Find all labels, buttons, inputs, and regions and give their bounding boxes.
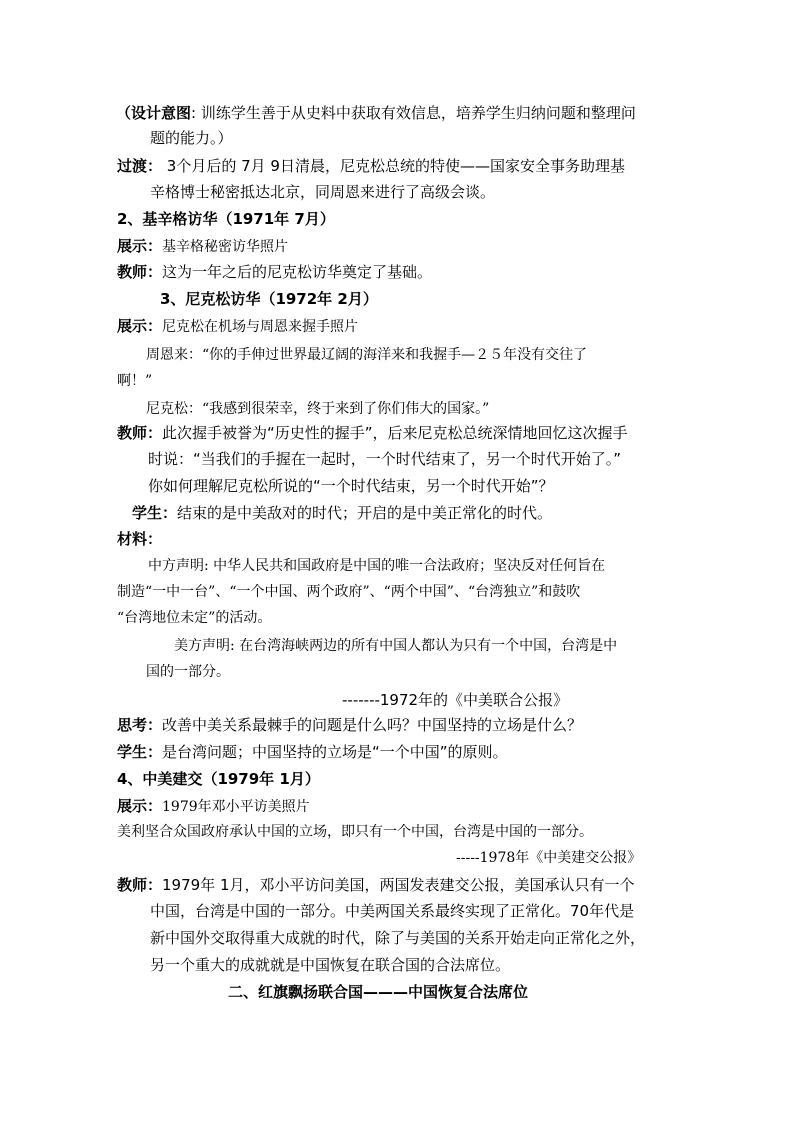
section-heading-un-seat: 二、红旗飘扬联合国———中国恢复合法席位 <box>228 983 529 1001</box>
teacher-kissinger <box>117 262 432 282</box>
show-label: 展示： <box>117 237 163 255</box>
teacher-deng-line3: 新中国外交取得重大成就的时代，除了与美国的关系开始走向正常化之外， <box>150 929 646 947</box>
material-label: 材料： <box>117 530 163 548</box>
design-intent-line1 <box>116 103 636 123</box>
teacher-deng-line4: 另一个重大的成就就是中国恢复在联合国的合法席位。 <box>150 956 511 974</box>
zhou-quote-line2: 啊！” <box>117 373 153 389</box>
establishment-source: -----1978年《中美建交公报》 <box>456 850 642 866</box>
teacher-label: 教师： <box>117 424 163 442</box>
show-kissinger-photo <box>117 236 288 257</box>
think-question <box>117 715 582 735</box>
china-statement-line3: “台湾地位未定”的活动。 <box>117 610 272 626</box>
transition-line2: 辛格博士秘密抵达北京，同周恩来进行了高级会谈。 <box>150 183 496 201</box>
teacher-handshake-line3: 你如何理解尼克松所说的“一个时代结束，另一个时代开始”？ <box>148 477 554 495</box>
teacher-text-1: 1979年 1月，邓小平访问美国，两国发表建交公报，美国承认只有一个 <box>162 876 635 894</box>
show-text: 基辛格秘密访华照片 <box>162 239 289 255</box>
us-statement-line1: 美方声明: 在台湾海峡两边的所有中国人都认为只有一个中国，台湾是中 <box>174 638 618 654</box>
teacher-text-1: 此次握手被誉为“历史性的握手”，后来尼克松总统深情地回忆这次握手 <box>162 424 628 442</box>
design-intent-line2: 题的能力。） <box>150 129 233 147</box>
student-label: 学生： <box>132 504 178 522</box>
student-answer-taiwan <box>117 742 508 762</box>
china-statement-line1: 中方声明: 中华人民共和国政府是中国的唯一合法政府；坚决反对任何旨在 <box>148 558 606 574</box>
transition-text-1: 3个月后的 7月 9日清晨，尼克松总统的特使——国家安全事务助理基 <box>162 157 625 175</box>
heading-diplomatic-relations: 4、中美建交（1979年 1月） <box>117 770 320 788</box>
us-recognition-quote: 美利坚合众国政府承认中国的立场，即只有一个中国，台湾是中国的一部分。 <box>117 824 593 840</box>
show-nixon-photo <box>117 316 358 337</box>
student-text: 结束的是中美敌对的时代；开启的是中美正常化的时代。 <box>177 504 553 522</box>
zhou-quote-line1: 周恩来：“你的手伸过世界最辽阔的海洋来和我握手—２５年没有交往了 <box>146 347 588 363</box>
show-label: 展示： <box>117 797 163 815</box>
student-text: 是台湾问题；中国坚持的立场是“一个中国”的原则。 <box>162 743 508 761</box>
think-label: 思考： <box>117 716 163 734</box>
show-deng-photo <box>117 796 310 817</box>
teacher-label: 教师： <box>117 263 163 281</box>
us-statement-line2: 国的一部分。 <box>146 664 230 680</box>
think-text: 改善中美关系最棘手的问题是什么吗？中国坚持的立场是什么？ <box>162 716 583 734</box>
china-statement-line2: 制造“一中一台”、“一个中国、两个政府”、“两个中国”、“台湾独立”和鼓吹 <box>117 584 581 600</box>
teacher-text: 这为一年之后的尼克松访华奠定了基础。 <box>162 263 433 281</box>
teacher-deng-line1 <box>117 875 635 895</box>
show-text: 1979年邓小平访美照片 <box>162 799 310 815</box>
teacher-handshake-line1 <box>117 423 628 443</box>
teacher-handshake-line2: 时说：“当我们的手握在一起时，一个时代结束了，另一个时代开始了。” <box>148 450 622 468</box>
heading-kissinger-visit: 2、基辛格访华（1971年 7月） <box>117 210 335 228</box>
design-intent-label: （设计意图 <box>116 104 192 122</box>
design-intent-text-1: : 训练学生善于从史料中获取有效信息，培养学生归纳问题和整理问 <box>191 104 636 122</box>
heading-nixon-visit: 3、尼克松访华（1972年 2月） <box>160 290 378 308</box>
teacher-deng-line2: 中国，台湾是中国的一部分。中美两国关系最终实现了正常化。70年代是 <box>150 902 635 920</box>
nixon-quote: 尼克松：“我感到很荣幸，终于来到了你们伟大的国家。” <box>146 401 490 417</box>
transition-label: 过渡： <box>117 157 163 175</box>
show-text: 尼克松在机场与周恩来握手照片 <box>162 319 359 335</box>
student-answer-era <box>132 503 552 523</box>
teacher-label: 教师： <box>117 876 163 894</box>
show-label: 展示： <box>117 317 163 335</box>
communique-source: -------1972年的《中美联合公报》 <box>342 691 569 709</box>
student-label: 学生： <box>117 743 163 761</box>
transition-line1 <box>117 156 625 176</box>
